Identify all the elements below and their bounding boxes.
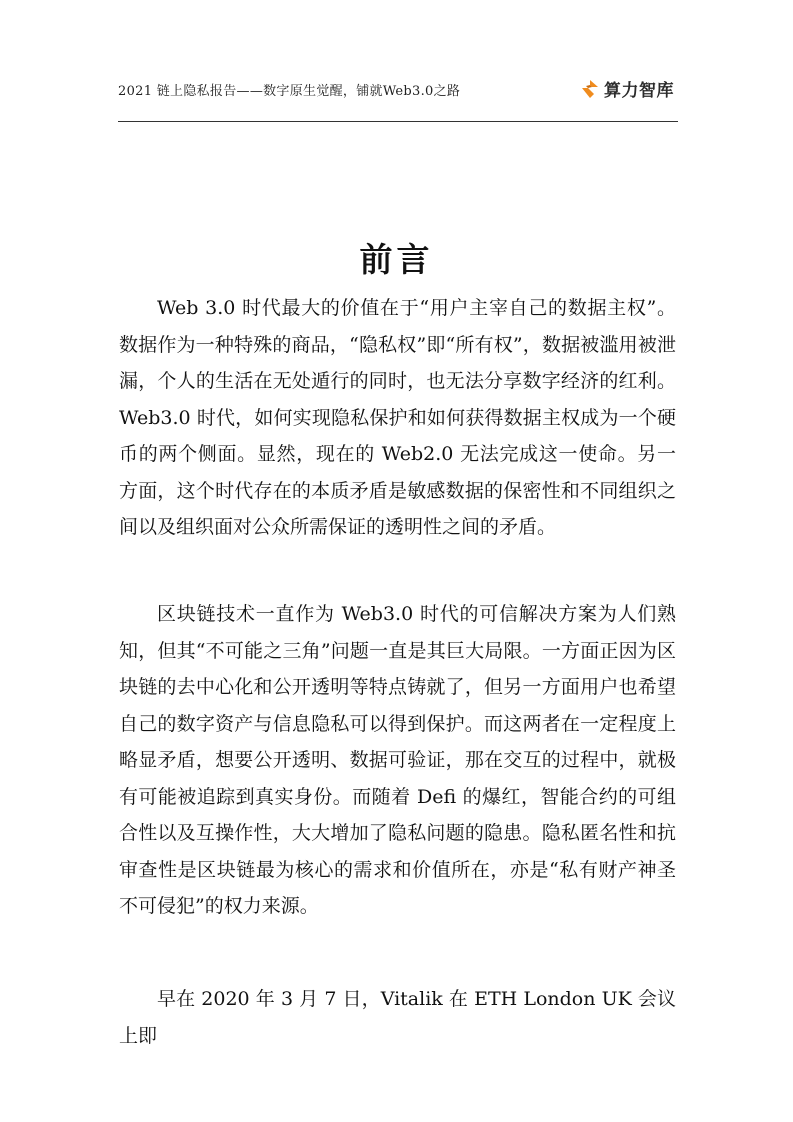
brand-logo [580, 76, 674, 101]
body-paragraph: 早在 2020 年 3 月 7 日，Vitalik 在 ETH London UK 会议上即 [119, 988, 676, 1047]
header-title: 2021 链上隐私报告——数字原生觉醒，铺就Web3.0之路 [118, 84, 461, 99]
header-divider [118, 121, 678, 122]
brand-name: 算力智库 [604, 81, 674, 101]
body-paragraph: 区块链技术一直作为 Web3.0 时代的可信解决方案为人们熟知，但其“不可能之三角”问题一直是其巨大局限。一方面正因为区块链的去中心化和公开透明等特点铸就了，但另一方面用户也希望自己的数字资产与信息隐私可以得到保护。而这两者在一定程度上略显矛盾，想要公开透明、数据可验证，那在交互的过程中，就极有可能被追踪到真实身份。而随着 Defi 的爆红，智能合约的可组合性以及互操作性，大大增加了隐私问题的隐患。隐私匿名性和抗审查性是区块链最为核心的需求和价值所在，亦是“私有财产神圣不可侵犯”的权力来源。 [119, 603, 676, 917]
brand-logo-icon [580, 79, 600, 99]
body-paragraph: Web 3.0 时代最大的价值在于“用户主宰自己的数据主权”。数据作为一种特殊的商品，“隐私权”即“所有权”，数据被滥用被泄漏，个人的生活在无处遁行的同时，也无法分享数字经济的红利。Web3.0 时代，如何实现隐私保护和如何获得数据主权成为一个硬币的两个侧面。显然，现在的 Web2.0 无法完成这一使命。另一方面，这个时代存在的本质矛盾是敏感数据的保密性和不同组织之间以及组织面对公众所需保证的透明性之间的矛盾。 [119, 297, 676, 538]
page-title: 前言 [359, 240, 434, 280]
page-header [118, 76, 678, 102]
